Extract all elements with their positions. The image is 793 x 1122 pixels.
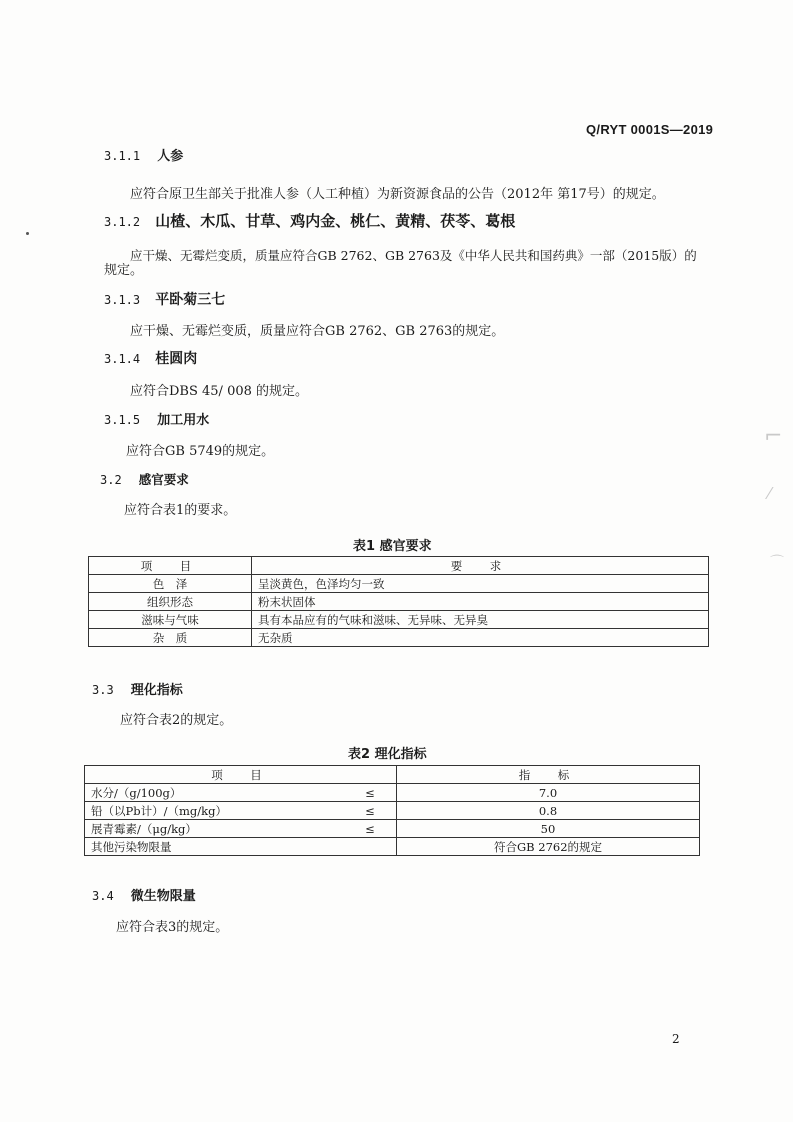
section-heading (104, 145, 183, 164)
table-row (85, 802, 700, 820)
section-title: 感官要求 (138, 472, 189, 487)
table-cell: 无杂质 (252, 629, 709, 647)
table-cell: 其他污染物限量 (85, 838, 345, 856)
section-title: 桂圆肉 (155, 351, 198, 367)
table-row (85, 838, 700, 856)
table-cell: 组织形态 (89, 593, 252, 611)
section-heading (100, 469, 189, 488)
table-row (85, 820, 700, 838)
table-cell: 杂 质 (89, 629, 252, 647)
standard-code: Q/RYT 0001S—2019 (586, 122, 714, 137)
paragraph: 应符合表1的要求。 (124, 503, 237, 518)
bleed-through-mark: ⌐ (764, 424, 783, 449)
table-row (89, 593, 709, 611)
table-cell: 滋味与气味 (89, 611, 252, 629)
table-caption: 表2 理化指标 (348, 747, 427, 762)
table-row (89, 629, 709, 647)
section-title: 山楂、木瓜、甘草、鸡内金、桃仁、黄精、茯苓、葛根 (155, 212, 516, 230)
table-cell: ≤ (344, 802, 397, 820)
section-number: 3.3 (92, 683, 114, 697)
scan-speck (26, 232, 29, 235)
table-row (89, 575, 709, 593)
paragraph: 应符合原卫生部关于批准人参（人工种植）为新资源食品的公告（2012年 第17号）的规定。 (130, 187, 665, 202)
table-cell: 7.0 (397, 784, 700, 802)
table-row (89, 611, 709, 629)
section-number: 3.1.4 (104, 352, 141, 366)
section-number: 3.1.2 (104, 215, 141, 229)
section-number: 3.4 (92, 889, 114, 903)
section-number: 3.1.3 (104, 293, 141, 307)
physicochemical-table (84, 765, 700, 856)
section-heading (104, 348, 197, 368)
section-title: 微生物限量 (130, 889, 196, 904)
table-cell: 呈淡黄色，色泽均匀一致 (252, 575, 709, 593)
table-header-cell: 项 目 (85, 766, 397, 784)
table-header-cell: 要 求 (252, 557, 709, 575)
table-cell: ≤ (344, 820, 397, 838)
paragraph: 应符合GB 5749的规定。 (126, 444, 275, 459)
section-title: 加工用水 (157, 413, 210, 428)
section-title: 平卧菊三七 (155, 292, 226, 308)
table-caption: 表1 感官要求 (353, 539, 432, 554)
table-row (85, 784, 700, 802)
table-cell: 50 (397, 820, 700, 838)
table-cell: 符合GB 2762的规定 (397, 838, 700, 856)
paragraph: 应符合表2的规定。 (120, 713, 233, 728)
page-number: 2 (672, 1032, 680, 1046)
section-heading (92, 679, 183, 698)
sensory-table (88, 556, 709, 647)
paragraph: 应符合DBS 45/ 008 的规定。 (130, 384, 309, 399)
section-heading (104, 289, 225, 309)
bleed-through-mark: ⌒ (770, 555, 784, 571)
table-header-cell: 项 目 (89, 557, 252, 575)
paragraph-continuation: 规定。 (104, 263, 144, 278)
section-heading (104, 409, 209, 428)
table-cell: 展青霉素/（μg/kg） (85, 820, 345, 838)
table-cell: 铅（以Pb计）/（mg/kg） (85, 802, 345, 820)
section-heading (92, 885, 196, 904)
section-number: 3.1.5 (104, 413, 141, 427)
table-cell: 0.8 (397, 802, 700, 820)
paragraph: 应干燥、无霉烂变质，质量应符合GB 2762、GB 2763及《中华人民共和国药典》一部（2015版）的 (130, 248, 697, 263)
table-cell: 具有本品应有的气味和滋味、无异味、无异臭 (252, 611, 709, 629)
paragraph: 应符合表3的规定。 (116, 920, 229, 935)
table-cell: 粉末状固体 (252, 593, 709, 611)
table-header-row (85, 766, 700, 784)
table-cell: 色 泽 (89, 575, 252, 593)
table-cell (344, 838, 397, 856)
section-heading (104, 210, 515, 231)
bleed-through-mark: ⁄ (768, 484, 771, 503)
table-cell: 水分/（g/100g） (85, 784, 345, 802)
paragraph: 应干燥、无霉烂变质，质量应符合GB 2762、GB 2763的规定。 (130, 324, 505, 339)
section-number: 3.2 (100, 473, 122, 487)
section-title: 人参 (157, 149, 184, 164)
section-title: 理化指标 (130, 683, 183, 698)
section-number: 3.1.1 (104, 149, 141, 163)
table-header-cell: 指 标 (397, 766, 700, 784)
table-cell: ≤ (344, 784, 397, 802)
table-header-row (89, 557, 709, 575)
